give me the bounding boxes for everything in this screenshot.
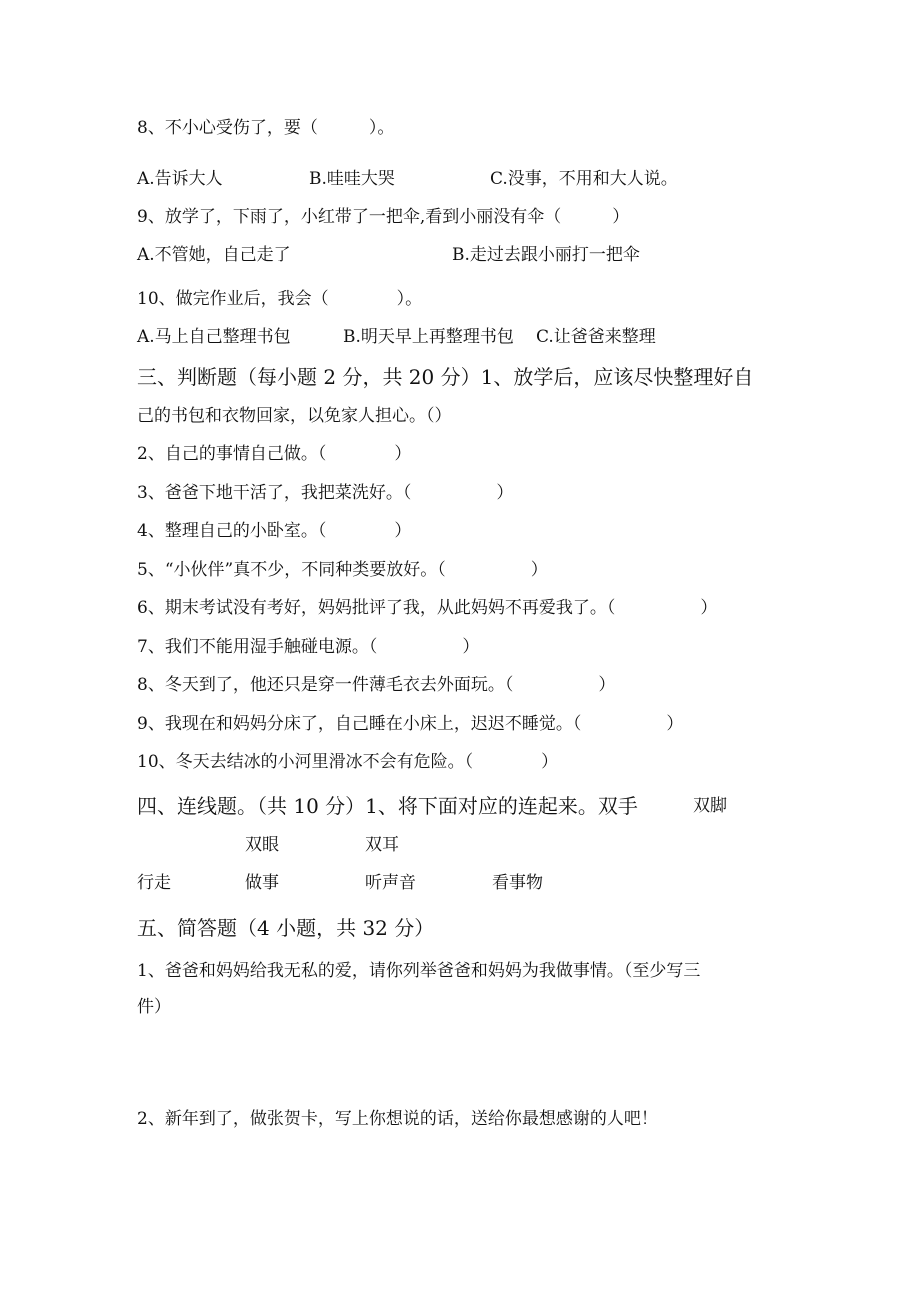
option-b: B.明天早上再整理书包	[343, 327, 514, 347]
section-3-heading: 三、判断题（每小题 2 分，共 20 分）1、放学后，应该尽快整理好自	[137, 365, 754, 389]
match-item: 双眼	[245, 835, 279, 855]
question-8: 8、不小心受伤了，要（ ）。	[137, 118, 395, 138]
judgement-item: 4、整理自己的小卧室。（ ）	[137, 521, 412, 541]
option-c: C.没事，不用和大人说。	[490, 169, 678, 189]
judgement-item: 7、我们不能用湿手触碰电源。（ ）	[137, 637, 480, 657]
section-5-heading: 五、简答题（4 小题，共 32 分）	[137, 916, 435, 940]
match-item: 听声音	[365, 873, 416, 893]
match-item: 双脚	[693, 796, 727, 816]
judgement-item: 8、冬天到了，他还只是穿一件薄毛衣去外面玩。（ ）	[137, 675, 616, 695]
judgement-item: 2、自己的事情自己做。（ ）	[137, 444, 412, 464]
section-4-heading: 四、连线题。（共 10 分）1、将下面对应的连起来。双手	[137, 794, 638, 818]
question-9: 9、放学了，下雨了，小红带了一把伞,看到小丽没有伞（ ）	[137, 207, 630, 227]
match-item: 看事物	[492, 873, 543, 893]
judgement-item: 5、“小伙伴”真不少，不同种类要放好。（ ）	[137, 560, 548, 580]
match-item: 双耳	[365, 835, 399, 855]
judgement-item: 6、期末考试没有考好，妈妈批评了我，从此妈妈不再爱我了。（ ）	[137, 598, 718, 618]
option-a: A.马上自己整理书包	[137, 327, 291, 347]
short-answer-q1: 1、爸爸和妈妈给我无私的爱，请你列举爸爸和妈妈为我做事情。（至少写三	[137, 961, 701, 981]
question-10: 10、做完作业后，我会（ ）。	[137, 289, 423, 309]
option-b: B.走过去跟小丽打一把伞	[452, 245, 640, 265]
judgement-item: 10、冬天去结冰的小河里滑冰不会有危险。（ ）	[137, 752, 559, 772]
option-a: A.不管她，自己走了	[137, 245, 291, 265]
option-b: B.哇哇大哭	[309, 169, 395, 189]
match-item: 行走	[137, 873, 171, 893]
section-3-item-1: 己的书包和衣物回家，以免家人担心。（）	[137, 406, 452, 426]
option-c: C.让爸爸来整理	[536, 327, 656, 347]
judgement-item: 3、爸爸下地干活了，我把菜洗好。（ ）	[137, 483, 514, 503]
option-a: A.告诉大人	[137, 169, 223, 189]
short-answer-q2: 2、新年到了，做张贺卡，写上你想说的话，送给你最想感谢的人吧！	[137, 1109, 658, 1129]
judgement-item: 9、我现在和妈妈分床了，自己睡在小床上，迟迟不睡觉。（ ）	[137, 714, 684, 734]
match-item: 做事	[245, 873, 279, 893]
short-answer-q1-cont: 件）	[137, 997, 171, 1017]
